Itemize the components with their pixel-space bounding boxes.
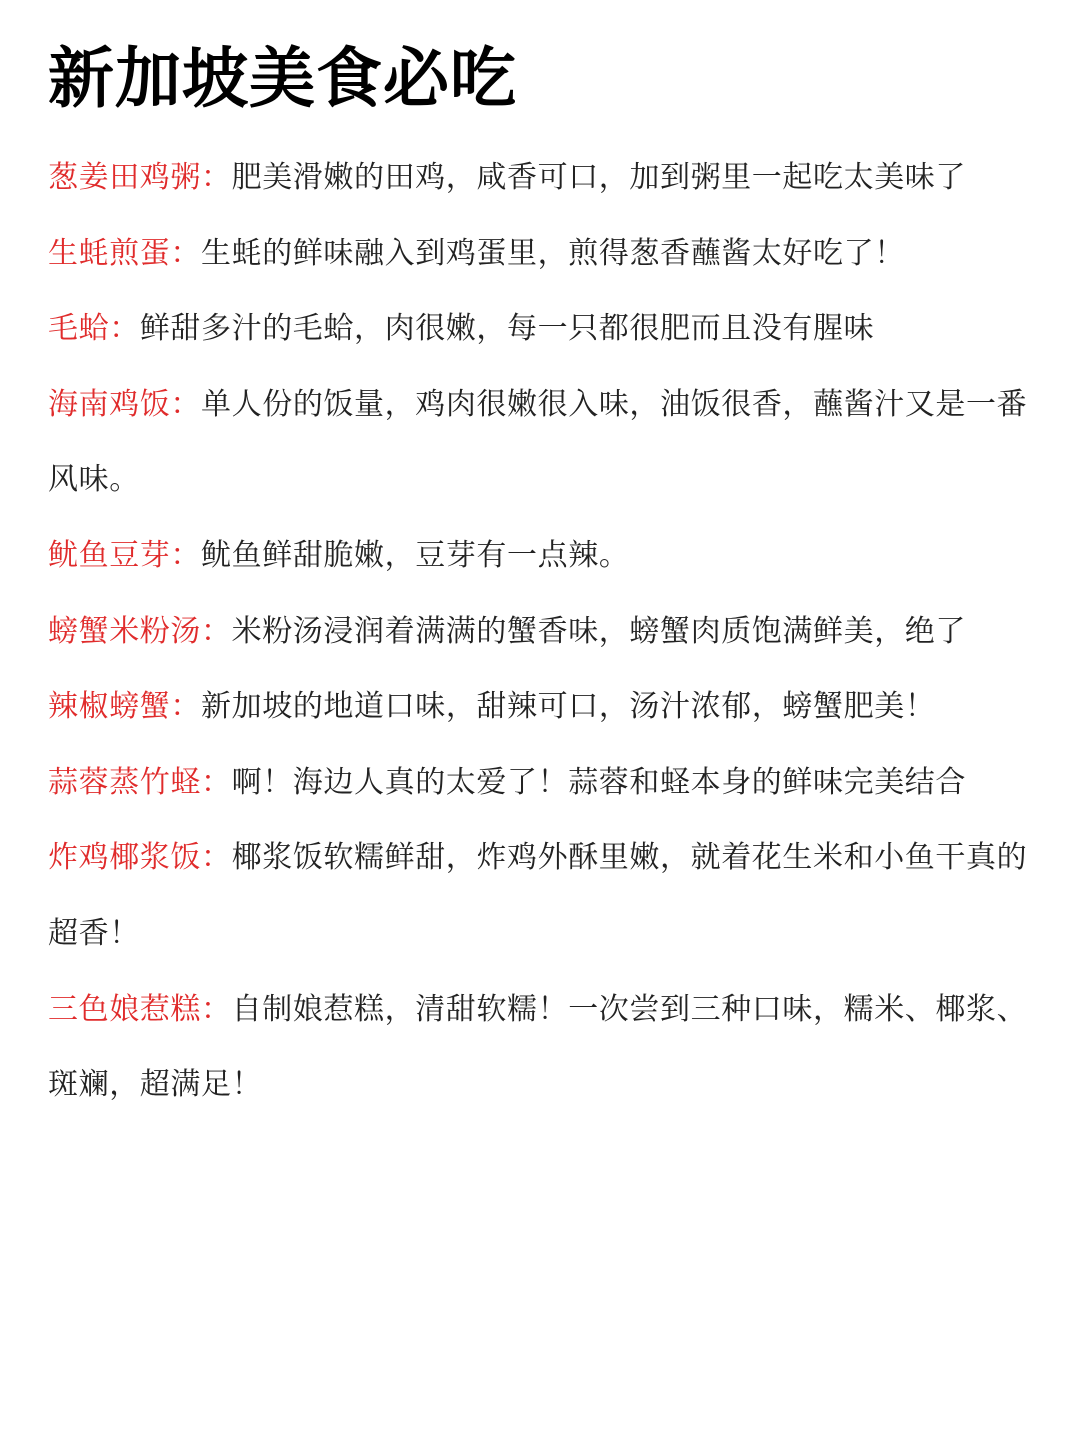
- food-name: 炸鸡椰浆饭: [48, 840, 201, 876]
- food-item: [48, 972, 1032, 1123]
- food-name: 三色娘惹糕: [48, 991, 201, 1027]
- food-name-separator: ：: [170, 537, 202, 573]
- food-description: 米粉汤浸润着满满的蟹香味，螃蟹肉质饱满鲜美，绝了: [231, 613, 967, 649]
- food-name-separator: ：: [170, 689, 202, 725]
- page-title: 新加坡美食必吃: [48, 40, 517, 117]
- food-name-separator: ：: [170, 235, 202, 271]
- food-item: [48, 518, 1032, 594]
- food-name: 葱姜田鸡粥: [48, 160, 201, 195]
- food-description: 椰浆饭软糯鲜甜，炸鸡外酥里嫩，就着花生米和小鱼干真的超香！: [48, 840, 1028, 951]
- food-name-separator: ：: [201, 840, 232, 876]
- food-description: 啊！海边人真的太爱了！蒜蓉和蛏本身的鲜味完美结合: [231, 764, 967, 800]
- food-name-separator: ：: [201, 991, 232, 1027]
- food-name: 蒜蓉蒸竹蛏: [48, 764, 201, 800]
- food-description: 单人份的饭量，鸡肉很嫩很入味，油饭很香，蘸酱汁又是一番风味。: [48, 386, 1028, 498]
- food-name-separator: ：: [201, 160, 232, 195]
- food-name: 海南鸡饭: [48, 386, 171, 422]
- food-name: 生蚝煎蛋: [48, 235, 171, 271]
- food-item: [48, 820, 1032, 971]
- food-item: [48, 745, 1032, 821]
- food-description: 生蚝的鲜味融入到鸡蛋里，煎得葱香蘸酱太好吃了！: [201, 235, 905, 271]
- food-description: 鲜甜多汁的毛蛤，肉很嫩，每一只都很肥而且没有腥味: [139, 311, 875, 347]
- food-name-separator: ：: [201, 764, 232, 800]
- food-name-separator: ：: [109, 311, 140, 347]
- food-description: 肥美滑嫩的田鸡，咸香可口，加到粥里一起吃太美味了: [231, 160, 967, 195]
- food-name-separator: ：: [201, 613, 232, 649]
- food-item: [48, 594, 1032, 670]
- food-name: 鱿鱼豆芽: [48, 537, 171, 573]
- food-list: [48, 140, 1032, 1123]
- food-name: 毛蛤: [48, 311, 110, 347]
- food-description: 新加坡的地道口味，甜辣可口，汤汁浓郁，螃蟹肥美！: [201, 689, 936, 725]
- food-description: 鱿鱼鲜甜脆嫩，豆芽有一点辣。: [201, 537, 630, 573]
- food-item: [48, 140, 1032, 216]
- food-item: [48, 216, 1032, 292]
- food-item: [48, 291, 1032, 367]
- food-name-separator: ：: [170, 386, 202, 422]
- food-item: [48, 367, 1032, 518]
- food-item: [48, 669, 1032, 745]
- food-name: 螃蟹米粉汤: [48, 613, 201, 649]
- food-name: 辣椒螃蟹: [48, 689, 171, 725]
- food-description: 自制娘惹糕，清甜软糯！一次尝到三种口味，糯米、椰浆、斑斓，超满足！: [48, 991, 1028, 1103]
